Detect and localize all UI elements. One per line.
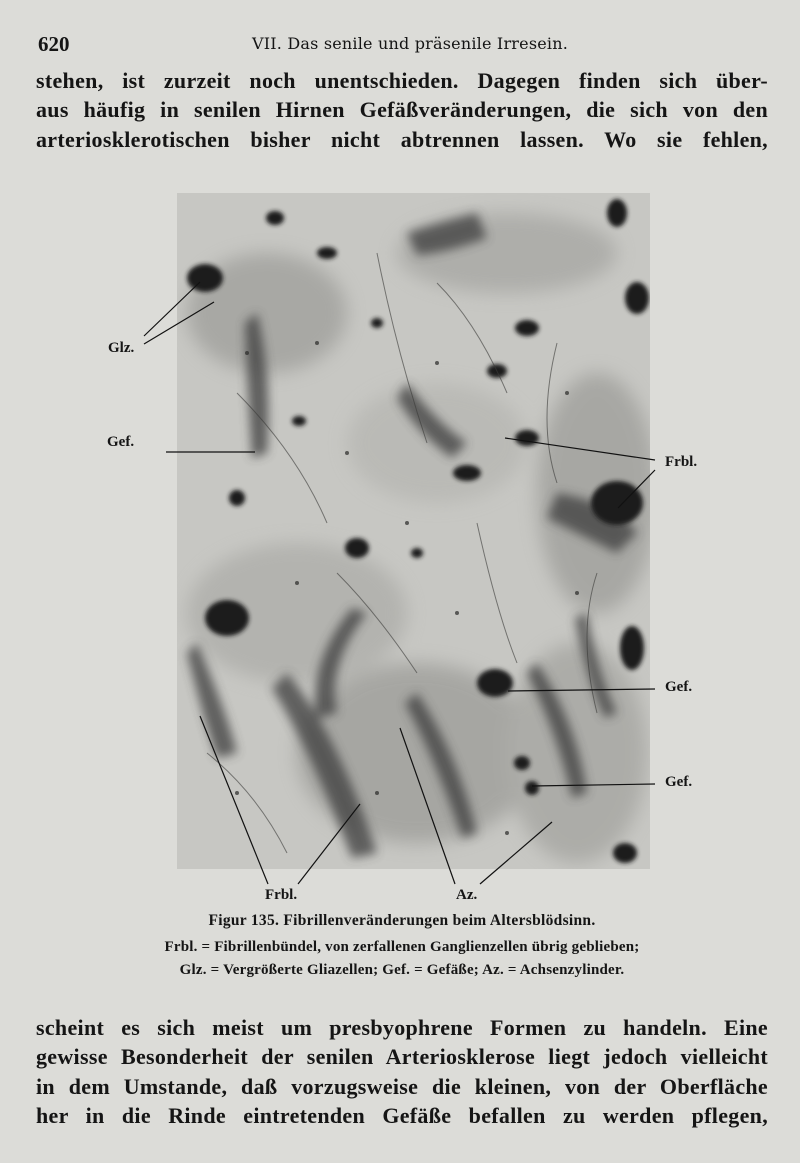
micrograph-image bbox=[177, 193, 650, 869]
label-az-bottom: Az. bbox=[456, 887, 478, 903]
text-line: arteriosklerotischen bisher nicht abtrennen lassen. Wo sie fehlen, bbox=[36, 126, 768, 152]
micrograph-figure bbox=[177, 193, 650, 869]
caption-legend-line: Frbl. = Fibrillenbündel, von zerfallenen Ganglienzellen übrig geblieben; bbox=[164, 939, 640, 955]
label-gef-right-2: Gef. bbox=[665, 774, 693, 790]
label-frbl-bottom: Frbl. bbox=[265, 887, 298, 903]
label-glz: Glz. bbox=[108, 340, 135, 356]
label-gef-left: Gef. bbox=[107, 434, 135, 450]
caption-title: Figur 135. Fibrillenveränderungen beim Altersblödsinn. bbox=[208, 912, 596, 929]
page-number: 620 bbox=[38, 32, 70, 56]
body-text-top bbox=[36, 66, 768, 154]
label-gef-right-1: Gef. bbox=[665, 679, 693, 695]
text-line: stehen, ist zurzeit noch unentschieden. Dagegen finden sich über- bbox=[36, 68, 768, 93]
page-header bbox=[38, 30, 752, 58]
text-line: her in die Rinde eintretenden Gefäße befallen zu werden pflegen, bbox=[36, 1102, 768, 1128]
text-line: gewisse Besonderheit der senilen Arteriosklerose liegt jedoch vielleicht bbox=[36, 1044, 768, 1070]
caption-legend-line: Glz. = Vergrößerte Gliazellen; Gef. = Gefäße; Az. = Achsenzylinder. bbox=[179, 962, 625, 978]
text-line: aus häufig in senilen Hirnen Gefäßveränderungen, die sich von den bbox=[36, 97, 768, 123]
figure-caption bbox=[36, 912, 768, 982]
text-line: scheint es sich meist um presbyophrene Formen zu handeln. Eine bbox=[36, 1015, 768, 1040]
label-frbl-right: Frbl. bbox=[665, 454, 698, 470]
body-text-bottom bbox=[36, 1013, 768, 1130]
running-title: VII. Das senile und präsenile Irresein. bbox=[251, 34, 569, 53]
text-line: in dem Umstande, daß vorzugsweise die kleinen, von der Oberfläche bbox=[36, 1073, 768, 1099]
